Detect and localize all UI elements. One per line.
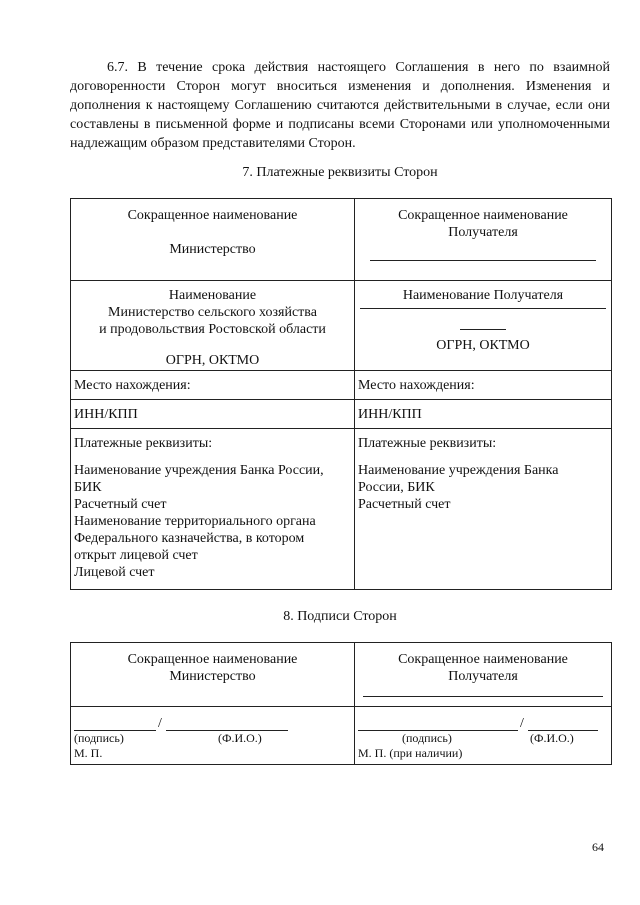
recipient-name-blank: [363, 696, 603, 697]
ministry-signature-line: [74, 713, 351, 731]
recipient-location: Место нахождения:: [355, 371, 612, 400]
paragraph-6-7: 6.7. В течение срока действия настоящего Соглашения в него по взаимной договоренности Сторон могут вноситься изменения и дополнения. Изменения и дополнения к настоящему Соглашению считаются действительными в случае, если они составлены в письменной форме и подписаны всеми Сторонами или уполномоченными надлежащим образом представителями Сторон.: [70, 60, 610, 151]
ministry-signature-header: [71, 643, 355, 707]
ministry-short-name-cell: [71, 199, 355, 281]
recipient-payment-lines: [358, 462, 608, 513]
name-label: Наименование: [168, 288, 257, 303]
signature-caption: (подпись): [402, 731, 452, 745]
recipient-signature-cell: [355, 707, 612, 765]
ministry-full-name-cell: [71, 281, 355, 371]
inn-row: [71, 400, 612, 429]
section-7-title: 7. Платежные реквизиты Сторон: [242, 165, 438, 180]
ministry-signature-captions: [74, 731, 351, 746]
signature-label-2: Получателя: [448, 669, 518, 684]
slash: /: [158, 716, 162, 731]
payment-row: [71, 429, 612, 590]
ministry-payment-lines: [74, 462, 351, 581]
name-label: Наименование Получателя: [402, 288, 564, 303]
payment-label: Платежные реквизиты:: [358, 436, 497, 451]
recipient-short-name-cell: [355, 199, 612, 281]
payment-line: БИК: [74, 480, 102, 495]
payment-label: Платежные реквизиты:: [74, 436, 213, 451]
payment-line: Наименование территориального органа: [74, 514, 316, 529]
full-name-row: [71, 281, 612, 371]
payment-line: Наименование учреждения Банка: [358, 463, 559, 478]
recipient-name-blank: [360, 308, 606, 309]
payment-line: открыт лицевой счет: [74, 548, 198, 563]
signature-caption: (подпись): [74, 731, 124, 745]
ministry-payment-cell: [71, 429, 355, 590]
recipient-name-blank-short: [460, 329, 506, 330]
payment-line: Лицевой счет: [74, 565, 155, 580]
short-name-label-2: Получателя: [448, 225, 518, 240]
ogrn-oktmo: ОГРН, ОКТМО: [165, 353, 260, 368]
recipient-signature-captions: [358, 731, 608, 746]
name-line-1: Министерство сельского хозяйства: [108, 305, 317, 320]
page-number: 64: [592, 840, 604, 854]
location-row: [71, 371, 612, 400]
payment-line: Расчетный счет: [74, 497, 167, 512]
signature-label-1: Сокращенное наименование: [398, 652, 568, 667]
ministry-inn: ИНН/КПП: [71, 400, 355, 429]
slash: /: [520, 716, 524, 731]
ogrn-oktmo: ОГРН, ОКТМО: [436, 338, 530, 353]
name-line-2: и продовольствия Ростовской области: [99, 322, 326, 337]
ministry-signature-cell: [71, 707, 355, 765]
short-name-label: Сокращенное наименование: [398, 208, 568, 223]
stamp-place: М. П. (при наличии): [358, 746, 463, 760]
recipient-signature-header: [355, 643, 612, 707]
payment-line: России, БИК: [358, 480, 435, 495]
signature-label-2: Министерство: [169, 669, 256, 684]
payment-details-table: [70, 198, 612, 590]
fio-caption: (Ф.И.О.): [530, 731, 574, 745]
recipient-payment-cell: [355, 429, 612, 590]
short-name-row: [71, 199, 612, 281]
fio-caption: (Ф.И.О.): [218, 731, 262, 745]
recipient-inn: ИНН/КПП: [355, 400, 612, 429]
stamp-place: М. П.: [74, 746, 103, 760]
signature-row: [71, 707, 612, 765]
ministry-location: Место нахождения:: [71, 371, 355, 400]
recipient-short-name-blank: [370, 260, 596, 261]
section-8-title: 8. Подписи Сторон: [283, 609, 397, 624]
signatures-table: [70, 642, 612, 765]
recipient-signature-line: [358, 713, 608, 731]
recipient-full-name-cell: [355, 281, 612, 371]
payment-line: Федерального казначейства, в котором: [74, 531, 305, 546]
payment-line: Расчетный счет: [358, 497, 451, 512]
short-name-value: Министерство: [169, 242, 256, 257]
payment-line: Наименование учреждения Банка России,: [74, 463, 324, 478]
signature-header-row: [71, 643, 612, 707]
signature-label-1: Сокращенное наименование: [127, 652, 298, 667]
short-name-label: Сокращенное наименование: [127, 208, 298, 223]
